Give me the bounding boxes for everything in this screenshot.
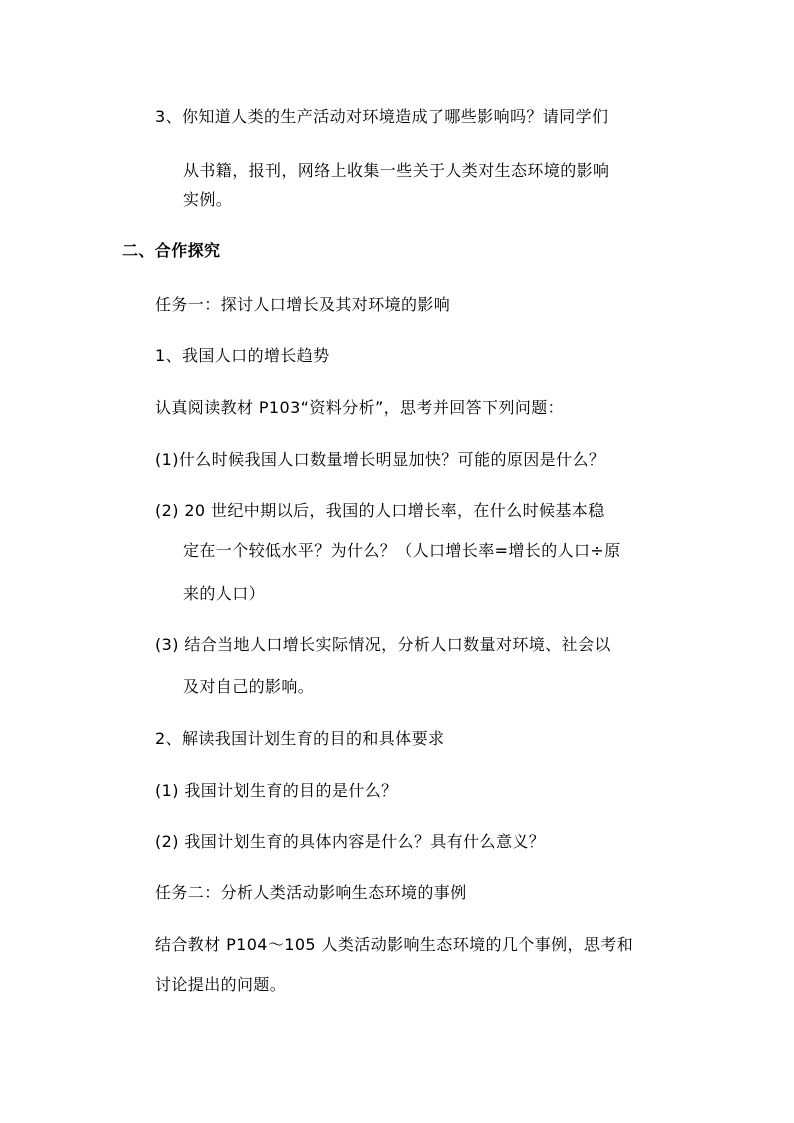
sub-question-2-line-2: 定在一个较低水平？为什么？（人口增长率=增长的人口÷原 <box>183 541 621 560</box>
sub-question-2-line-3: 来的人口） <box>183 584 266 603</box>
section-heading-cooperative-inquiry: 二、合作探究 <box>122 241 221 260</box>
question-3-line-1: 3、你知道人类的生产活动对环境造成了哪些影响吗？请同学们 <box>155 107 609 126</box>
question-3-line-3: 实例。 <box>183 190 233 209</box>
task-1-heading: 任务一：探讨人口增长及其对环境的影响 <box>155 295 451 314</box>
item-2-heading: 2、解读我国计划生育的目的和具体要求 <box>155 729 445 748</box>
sub-question-3-line-1: (3) 结合当地人口增长实际情况，分析人口数量对环境、社会以 <box>155 635 611 654</box>
sub-question-1: (1)什么时候我国人口数量增长明显加快？可能的原因是什么？ <box>155 450 606 469</box>
reading-instruction: 认真阅读教材 P103“资料分析”，思考并回答下列问题： <box>155 398 565 417</box>
item-1-heading: 1、我国人口的增长趋势 <box>155 346 330 365</box>
family-planning-question-1: (1) 我国计划生育的目的是什么？ <box>155 781 398 800</box>
task-2-instruction-line-1: 结合教材 P104～105 人类活动影响生态环境的几个事例，思考和 <box>155 935 634 954</box>
sub-question-3-line-2: 及对自己的影响。 <box>183 677 315 696</box>
task-2-heading: 任务二：分析人类活动影响生态环境的事例 <box>155 883 467 902</box>
sub-question-2-line-1: (2) 20 世纪中期以后，我国的人口增长率，在什么时候基本稳 <box>155 501 605 520</box>
task-2-instruction-line-2: 讨论提出的问题。 <box>155 975 287 994</box>
question-3-line-2: 从书籍，报刊，网络上收集一些关于人类对生态环境的影响 <box>183 161 610 180</box>
family-planning-question-2: (2) 我国计划生育的具体内容是什么？具有什么意义？ <box>155 832 546 851</box>
